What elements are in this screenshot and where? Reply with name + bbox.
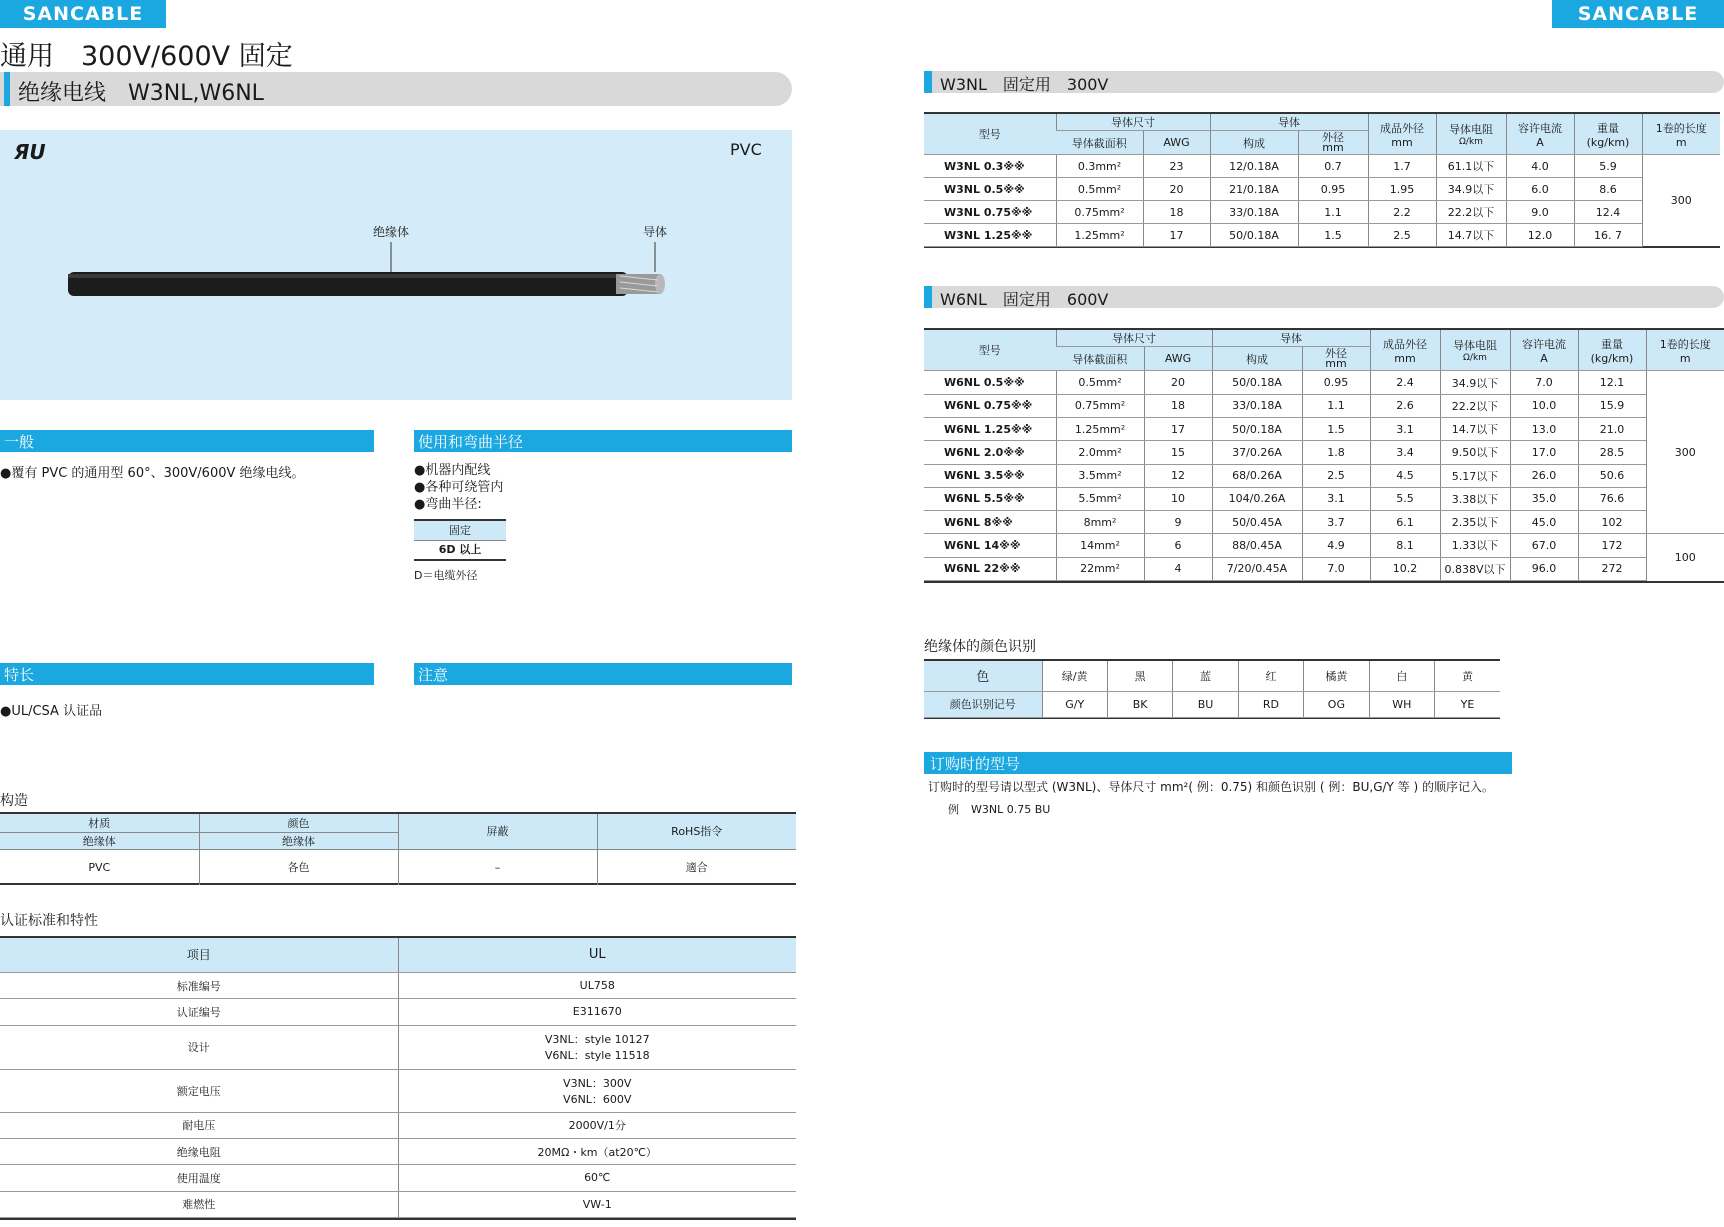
cell: 45.0 xyxy=(1510,511,1578,534)
order-example-label: 例 xyxy=(948,803,959,816)
order-text: 订购时的型号请以型式 (W3NL)、导体尺寸 mm²( 例：0.75) 和颜色识别 ( 例：BU,G/Y 等 ) 的顺序记入。 xyxy=(928,780,1494,794)
cell: 1.1 xyxy=(1298,201,1368,224)
cell: 104/0.26A xyxy=(1212,487,1302,510)
order-example xyxy=(948,801,1050,817)
cell: 21/0.18A xyxy=(1210,178,1298,201)
conductor-callout: 导体 xyxy=(643,225,668,239)
w6nl-model: W6NL 3.5※※ xyxy=(924,464,1056,487)
insulation-callout: 绝缘体 xyxy=(373,225,410,239)
cert-item: 耐电压 xyxy=(0,1112,398,1138)
cell: 5.17以下 xyxy=(1440,464,1510,487)
header-finished-label: 成品外径 xyxy=(1380,121,1424,135)
cert-item: 难燃性 xyxy=(0,1191,398,1217)
cell: 0.95 xyxy=(1298,178,1368,201)
cell: 14mm² xyxy=(1056,534,1144,557)
color-code: YE xyxy=(1435,691,1500,717)
cell: 1.5 xyxy=(1298,224,1368,247)
w3nl-title-marker xyxy=(924,71,932,93)
header-amp-label: 容许电流 xyxy=(1522,337,1566,351)
cell: 2.6 xyxy=(1370,394,1440,417)
header-length-unit: m xyxy=(1679,351,1691,365)
cell: 22.2以下 xyxy=(1440,394,1510,417)
cert-value-line: V6NL：style 11518 xyxy=(544,1049,650,1063)
color-code: BK xyxy=(1107,691,1172,717)
header-shield: 屏蔽 xyxy=(398,814,597,849)
header-color-insulation: 绝缘体 xyxy=(199,832,398,849)
cell: 2.5 xyxy=(1302,464,1370,487)
cell: 8.6 xyxy=(1574,178,1642,201)
cell: 4.5 xyxy=(1370,464,1440,487)
header-cond-size: 导体尺寸 xyxy=(1056,114,1210,131)
color-code-label: 颜色识别记号 xyxy=(924,691,1042,717)
cert-item: 绝缘电阻 xyxy=(0,1138,398,1164)
header-finished xyxy=(1368,114,1436,155)
color-name: 蓝 xyxy=(1173,661,1238,691)
cell: 50/0.45A xyxy=(1212,511,1302,534)
cell: 5.9 xyxy=(1574,155,1642,178)
cell: 0.5mm² xyxy=(1056,371,1144,394)
cell: 61.1以下 xyxy=(1436,155,1506,178)
header-material-insulation: 绝缘体 xyxy=(0,832,199,849)
bend-value: 6D 以上 xyxy=(438,543,482,556)
cell: 1.5 xyxy=(1302,418,1370,441)
cell: 26.0 xyxy=(1510,464,1578,487)
subtitle-marker xyxy=(4,72,10,106)
header-conductor: 导体 xyxy=(1210,114,1368,131)
w3nl-model: W3NL 1.25※※ xyxy=(924,224,1056,247)
cert-value: 20MΩ・km（at20℃） xyxy=(398,1138,796,1164)
cell: 1.95 xyxy=(1368,178,1436,201)
w6nl-title: W6NL 固定用 600V xyxy=(940,290,1109,309)
w3nl-table xyxy=(924,112,1720,248)
bend-note: D＝电缆外径 xyxy=(414,569,478,582)
bend-radius-table xyxy=(414,519,506,561)
cell: 5.5 xyxy=(1370,487,1440,510)
w6nl-length-100: 100 xyxy=(1646,534,1724,581)
cell: 88/0.45A xyxy=(1212,534,1302,557)
header-finished xyxy=(1370,330,1440,371)
cell: 18 xyxy=(1144,394,1212,417)
cell: 3.7 xyxy=(1302,511,1370,534)
cell: 10 xyxy=(1144,487,1212,510)
w6nl-table xyxy=(924,328,1724,583)
cell: 8mm² xyxy=(1056,511,1144,534)
cell: 23 xyxy=(1143,155,1210,178)
header-model: 型号 xyxy=(924,330,1056,371)
cell: 68/0.26A xyxy=(1212,464,1302,487)
cell: 12 xyxy=(1144,464,1212,487)
product-image-panel xyxy=(0,130,792,400)
cell: 7/20/0.45A xyxy=(1212,557,1302,580)
header-amp-label: 容许电流 xyxy=(1518,121,1562,135)
cert-title: 认证标准和特性 xyxy=(0,913,98,929)
w6nl-model: W6NL 0.5※※ xyxy=(924,371,1056,394)
cell: 2.2 xyxy=(1368,201,1436,224)
cell: 2.4 xyxy=(1370,371,1440,394)
header-weight-unit: (kg/km) xyxy=(1590,351,1634,365)
cell: 3.38以下 xyxy=(1440,487,1510,510)
header-comp: 构成 xyxy=(1210,131,1298,155)
cell-rohs: 適合 xyxy=(597,849,796,885)
header-amp-unit: A xyxy=(1536,135,1544,149)
cert-table xyxy=(0,936,796,1220)
w3nl-length: 300 xyxy=(1642,155,1720,247)
cell: 15.9 xyxy=(1578,394,1646,417)
cell: 1.25mm² xyxy=(1056,418,1144,441)
cell: 76.6 xyxy=(1578,487,1646,510)
sancable-logo-left: SANCABLE xyxy=(0,0,166,28)
header-weight-unit: (kg/km) xyxy=(1586,135,1630,149)
cell: 8.1 xyxy=(1370,534,1440,557)
cell: 20 xyxy=(1143,178,1210,201)
cert-value-line: V6NL：600V xyxy=(563,1092,632,1106)
header-weight xyxy=(1578,330,1646,371)
header-area: 导体截面积 xyxy=(1056,131,1143,155)
header-weight-label: 重量 xyxy=(1597,121,1619,135)
header-length xyxy=(1642,114,1720,155)
cell: 6 xyxy=(1144,534,1212,557)
cell: 3.1 xyxy=(1302,487,1370,510)
header-od-unit: mm xyxy=(1325,356,1347,370)
color-name: 绿/黄 xyxy=(1042,661,1107,691)
w3nl-model: W3NL 0.3※※ xyxy=(924,155,1056,178)
cell: 9.0 xyxy=(1506,201,1574,224)
header-finished-unit: mm xyxy=(1391,135,1413,149)
material-label: PVC xyxy=(730,140,762,159)
header-cond-size: 导体尺寸 xyxy=(1056,330,1212,347)
cell: 5.5mm² xyxy=(1056,487,1144,510)
header-weight xyxy=(1574,114,1642,155)
cell: 20 xyxy=(1144,371,1212,394)
w3nl-model: W3NL 0.75※※ xyxy=(924,201,1056,224)
header-finished-label: 成品外径 xyxy=(1383,337,1427,351)
order-example-value: W3NL 0.75 BU xyxy=(971,803,1051,816)
cell: 96.0 xyxy=(1510,557,1578,580)
cell: 50/0.18A xyxy=(1212,418,1302,441)
cell: 17 xyxy=(1144,418,1212,441)
cell: 0.7 xyxy=(1298,155,1368,178)
cell: 2.5 xyxy=(1368,224,1436,247)
cell: 1.33以下 xyxy=(1440,534,1510,557)
cert-value: UL758 xyxy=(398,972,796,998)
cell: 15 xyxy=(1144,441,1212,464)
cell: 1.25mm² xyxy=(1056,224,1143,247)
cell: 9.50以下 xyxy=(1440,441,1510,464)
cell: 21.0 xyxy=(1578,418,1646,441)
cell: 1.1 xyxy=(1302,394,1370,417)
header-comp: 构成 xyxy=(1212,347,1302,371)
header-res-unit: Ω/km xyxy=(1459,137,1483,147)
cert-value: VW-1 xyxy=(398,1191,796,1217)
bend-header: 固定 xyxy=(414,521,506,541)
cell: 18 xyxy=(1143,201,1210,224)
header-resistance xyxy=(1440,330,1510,371)
cert-value xyxy=(398,1025,796,1070)
header-ampacity xyxy=(1510,330,1578,371)
subtitle: 绝缘电线 W3NL,W6NL xyxy=(18,81,264,106)
header-od xyxy=(1298,131,1368,155)
cell: 3.4 xyxy=(1370,441,1440,464)
construction-title: 构造 xyxy=(0,793,28,809)
features-text: ●UL/CSA 认证品 xyxy=(0,704,103,719)
color-code: RD xyxy=(1238,691,1303,717)
w6nl-title-marker xyxy=(924,286,932,308)
section-caution-header: 注意 xyxy=(414,663,792,685)
w3nl-model: W3NL 0.5※※ xyxy=(924,178,1056,201)
header-od-label: 外径 xyxy=(1322,130,1344,144)
color-name: 红 xyxy=(1238,661,1303,691)
color-name: 橘黄 xyxy=(1304,661,1369,691)
w6nl-model: W6NL 1.25※※ xyxy=(924,418,1056,441)
cert-value: E311670 xyxy=(398,999,796,1025)
cell: 22.2以下 xyxy=(1436,201,1506,224)
general-text: ●覆有 PVC 的通用型 60°、300V/600V 绝缘电线。 xyxy=(0,466,305,481)
cert-item: 额定电压 xyxy=(0,1070,398,1113)
header-rohs: RoHS指令 xyxy=(597,814,796,849)
color-name: 黑 xyxy=(1107,661,1172,691)
page-title: 通用 300V/600V 固定 xyxy=(0,41,293,72)
cell: 10.2 xyxy=(1370,557,1440,580)
header-area: 导体截面积 xyxy=(1056,347,1144,371)
usage-item: ●弯曲半径: xyxy=(414,497,482,512)
cert-item: 认证编号 xyxy=(0,999,398,1025)
cell: 4 xyxy=(1144,557,1212,580)
cell: 37/0.26A xyxy=(1212,441,1302,464)
color-name: 黄 xyxy=(1435,661,1500,691)
w6nl-model: W6NL 2.0※※ xyxy=(924,441,1056,464)
usage-item: ●机器内配线 xyxy=(414,463,491,478)
header-length-label: 1卷的长度 xyxy=(1659,337,1711,351)
cell: 14.7以下 xyxy=(1436,224,1506,247)
cell: 50.6 xyxy=(1578,464,1646,487)
header-material: 材质 xyxy=(0,814,199,832)
cell: 1.7 xyxy=(1368,155,1436,178)
cell: 2.35以下 xyxy=(1440,511,1510,534)
cell: 17.0 xyxy=(1510,441,1578,464)
header-od-unit: mm xyxy=(1322,140,1344,154)
cell: 6.1 xyxy=(1370,511,1440,534)
cell: 10.0 xyxy=(1510,394,1578,417)
cell: 50/0.18A xyxy=(1210,224,1298,247)
section-general-header: 一般 xyxy=(0,430,374,452)
header-model: 型号 xyxy=(924,114,1056,155)
ul-mark-icon: ЯU xyxy=(14,140,46,164)
cell: 34.9以下 xyxy=(1436,178,1506,201)
cert-item: 设计 xyxy=(0,1025,398,1070)
cert-item: 标准编号 xyxy=(0,972,398,998)
color-header: 色 xyxy=(924,661,1042,691)
header-length-unit: m xyxy=(1675,135,1687,149)
cell: 3.5mm² xyxy=(1056,464,1144,487)
cell: 67.0 xyxy=(1510,534,1578,557)
cell: 50/0.18A xyxy=(1212,371,1302,394)
cell: 28.5 xyxy=(1578,441,1646,464)
cell: 12.4 xyxy=(1574,201,1642,224)
cert-value-line: V3NL：style 10127 xyxy=(544,1033,650,1047)
cell: 13.0 xyxy=(1510,418,1578,441)
w6nl-model: W6NL 22※※ xyxy=(924,557,1056,580)
cable-illustration xyxy=(60,242,710,302)
sancable-logo-right: SANCABLE xyxy=(1552,0,1724,28)
color-code: OG xyxy=(1304,691,1369,717)
cert-header-ul: UL xyxy=(398,938,796,972)
cell: 17 xyxy=(1143,224,1210,247)
cell: 0.75mm² xyxy=(1056,201,1143,224)
colors-title: 绝缘体的颜色识别 xyxy=(924,639,1036,655)
header-length xyxy=(1646,330,1724,371)
cell: 0.5mm² xyxy=(1056,178,1143,201)
cell: 34.9以下 xyxy=(1440,371,1510,394)
cell: 4.9 xyxy=(1302,534,1370,557)
cell: 33/0.18A xyxy=(1212,394,1302,417)
cell: 22mm² xyxy=(1056,557,1144,580)
header-res-label: 导体电阻 xyxy=(1449,123,1493,136)
cell-color: 各色 xyxy=(199,849,398,885)
color-code: G/Y xyxy=(1042,691,1107,717)
cert-item: 使用温度 xyxy=(0,1165,398,1191)
cell: 33/0.18A xyxy=(1210,201,1298,224)
usage-list xyxy=(414,462,503,513)
cell: 7.0 xyxy=(1510,371,1578,394)
cell: 12.1 xyxy=(1578,371,1646,394)
header-resistance xyxy=(1436,114,1506,155)
cell: 102 xyxy=(1578,511,1646,534)
cell: 2.0mm² xyxy=(1056,441,1144,464)
color-name: 白 xyxy=(1369,661,1434,691)
cell: 16. 7 xyxy=(1574,224,1642,247)
header-weight-label: 重量 xyxy=(1601,337,1623,351)
cell: 3.1 xyxy=(1370,418,1440,441)
header-finished-unit: mm xyxy=(1394,351,1416,365)
section-features-header: 特长 xyxy=(0,663,374,685)
header-awg: AWG xyxy=(1143,131,1210,155)
header-res-unit: Ω/km xyxy=(1463,353,1487,364)
cell: 172 xyxy=(1578,534,1646,557)
cell: 4.0 xyxy=(1506,155,1574,178)
header-length-label: 1卷的长度 xyxy=(1655,121,1707,135)
header-od-label: 外径 xyxy=(1325,346,1347,360)
cell: 1.8 xyxy=(1302,441,1370,464)
usage-item: ●各种可绕管内 xyxy=(414,480,504,495)
cell: 272 xyxy=(1578,557,1646,580)
section-usage-header: 使用和弯曲半径 xyxy=(414,430,792,452)
cell-material: PVC xyxy=(88,860,111,874)
cell: 12/0.18A xyxy=(1210,155,1298,178)
w3nl-title: W3NL 固定用 300V xyxy=(940,75,1109,94)
cell: 6.0 xyxy=(1506,178,1574,201)
cert-value: 2000V/1分 xyxy=(398,1112,796,1138)
construction-table xyxy=(0,812,796,885)
cert-value-line: V3NL：300V xyxy=(563,1076,632,1090)
cell: 35.0 xyxy=(1510,487,1578,510)
cert-header-item: 项目 xyxy=(0,938,398,972)
header-color: 颜色 xyxy=(199,814,398,832)
section-order-header: 订购时的型号 xyxy=(924,752,1512,774)
header-awg: AWG xyxy=(1144,347,1212,371)
header-conductor: 导体 xyxy=(1212,330,1370,347)
color-code: BU xyxy=(1173,691,1238,717)
cell: 7.0 xyxy=(1302,557,1370,580)
w6nl-model: W6NL 8※※ xyxy=(924,511,1056,534)
header-amp-unit: A xyxy=(1540,351,1548,365)
cell: 12.0 xyxy=(1506,224,1574,247)
w6nl-model: W6NL 5.5※※ xyxy=(924,487,1056,510)
cell: 0.3mm² xyxy=(1056,155,1143,178)
color-code: WH xyxy=(1369,691,1434,717)
header-od xyxy=(1302,347,1370,371)
cell: 0.95 xyxy=(1302,371,1370,394)
cell: 0.75mm² xyxy=(1056,394,1144,417)
w6nl-model: W6NL 0.75※※ xyxy=(924,394,1056,417)
cell-shield: – xyxy=(398,849,597,885)
w6nl-model: W6NL 14※※ xyxy=(924,534,1056,557)
cert-value xyxy=(398,1070,796,1113)
header-res-label: 导体电阻 xyxy=(1453,339,1497,353)
cell: 14.7以下 xyxy=(1440,418,1510,441)
w6nl-length-300: 300 xyxy=(1646,371,1724,534)
color-id-table xyxy=(924,659,1500,719)
cell: 9 xyxy=(1144,511,1212,534)
header-ampacity xyxy=(1506,114,1574,155)
cert-value: 60℃ xyxy=(398,1165,796,1191)
cell: 0.838V以下 xyxy=(1440,557,1510,580)
